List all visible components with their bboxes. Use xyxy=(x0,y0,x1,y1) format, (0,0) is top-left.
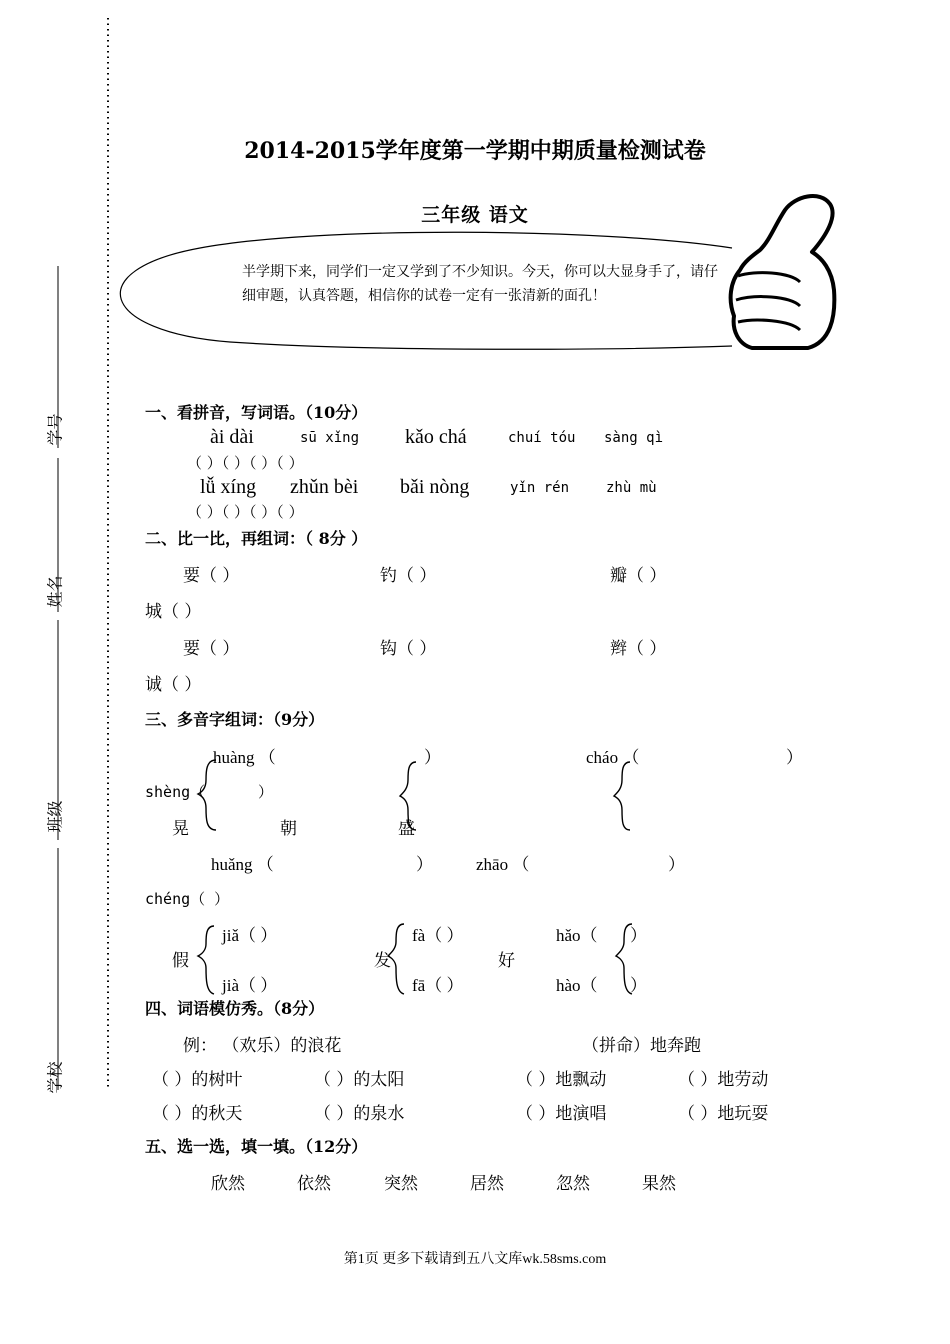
answer-blanks[interactable]: （ ）（ ）（ ）（ ） xyxy=(187,454,304,472)
school-label: 学校 xyxy=(45,1061,65,1094)
word-choice: 忽然 xyxy=(556,1174,590,1194)
intro-text: 半学期下来，同学们一定又学到了不少知识。今天，你可以大显身手了，请仔细审题，认真答题，相信你的试卷一定有一张清新的面孔！ xyxy=(242,264,718,304)
imitation-item[interactable]: （ ）的泉水 xyxy=(314,1104,405,1124)
compare-item[interactable]: 要（ ） xyxy=(183,566,240,586)
student-no-label: 学号 xyxy=(45,413,65,446)
imitation-item[interactable]: （ ）的树叶 xyxy=(152,1070,243,1090)
word-choice: 欣然 xyxy=(211,1174,245,1194)
pinyin-item: lǚ xíng xyxy=(200,476,257,498)
pinyin-item: zhù mù xyxy=(606,480,657,496)
polyphone-reading[interactable]: hào（ xyxy=(556,976,598,995)
example-text: 例： （欢乐）的浪花 xyxy=(183,1036,342,1056)
compare-item[interactable]: 瓣（ ） xyxy=(610,566,667,586)
polyphone-reading[interactable]: fā（ ） xyxy=(412,976,464,995)
word-choice: 依然 xyxy=(297,1174,331,1194)
section2-heading: 二、比一比，再组词：（ 8分 ） xyxy=(145,529,368,548)
answer-blanks[interactable]: （ ）（ ）（ ）（ ） xyxy=(187,503,304,521)
polyphone-char: 盛 xyxy=(398,819,415,839)
pinyin-item: zhǔn bèi xyxy=(290,476,359,498)
blank-close: ） xyxy=(416,855,433,874)
polyphone-char: 晃 xyxy=(172,819,189,839)
pinyin-item: chuí tóu xyxy=(508,430,576,446)
pinyin-item: bǎi nòng xyxy=(400,476,470,498)
section4-heading: 四、词语模仿秀。（8分） xyxy=(145,999,325,1018)
section3-heading: 三、多音字组词：（9分） xyxy=(145,710,325,729)
polyphone-reading[interactable]: cháo （ xyxy=(586,748,640,767)
example-text: （拼命）地奔跑 xyxy=(582,1036,701,1056)
compare-item[interactable]: 钩（ ） xyxy=(380,639,437,659)
imitation-item[interactable]: （ ）地演唱 xyxy=(516,1104,607,1124)
compare-item[interactable]: 城（ ） xyxy=(145,602,202,622)
imitation-item[interactable]: （ ）的太阳 xyxy=(314,1070,405,1090)
pinyin-item: ài dài xyxy=(210,426,254,448)
polyphone-char: 假 xyxy=(172,951,189,971)
blank-close: ） xyxy=(630,926,647,945)
page-footer: 第1页 更多下载请到五八文库wk.58sms.com xyxy=(343,1252,607,1267)
imitation-item[interactable]: （ ）地飘动 xyxy=(516,1070,607,1090)
word-choice: 居然 xyxy=(470,1174,504,1194)
polyphone-reading[interactable]: jià（ ） xyxy=(222,976,278,995)
compare-item[interactable]: 钓（ ） xyxy=(380,566,437,586)
polyphone-char: 朝 xyxy=(280,819,297,839)
blank-close: ） xyxy=(786,748,803,767)
pinyin-item: kǎo chá xyxy=(405,426,467,448)
blank-close: ） xyxy=(630,976,647,995)
pinyin-item: yǐn rén xyxy=(510,480,570,496)
polyphone-reading[interactable]: zhāo （ xyxy=(476,855,530,874)
imitation-item[interactable]: （ ）地玩耍 xyxy=(678,1104,769,1124)
polyphone-char: 好 xyxy=(498,951,515,971)
imitation-item[interactable]: （ ）的秋天 xyxy=(152,1104,243,1124)
blank-close: ） xyxy=(668,855,685,874)
compare-item[interactable]: 诚（ ） xyxy=(145,675,202,695)
polyphone-reading[interactable]: huàng （ xyxy=(213,748,276,767)
page-subtitle: 三年级 语文 xyxy=(421,204,529,226)
word-choice: 突然 xyxy=(384,1174,418,1194)
polyphone-reading[interactable]: jiǎ（ ） xyxy=(222,926,278,945)
pinyin-item: sàng qì xyxy=(604,430,664,446)
polyphone-reading[interactable]: chéng（ ） xyxy=(145,890,230,908)
polyphone-reading[interactable]: shèng（ xyxy=(145,783,206,801)
polyphone-reading[interactable]: huǎng （ xyxy=(211,855,274,874)
section1-heading: 一、看拼音，写词语。（10分） xyxy=(145,403,368,422)
word-choice: 果然 xyxy=(642,1174,676,1194)
blank-close: ） xyxy=(258,783,274,801)
section5-heading: 五、选一选，填一填。（12分） xyxy=(145,1137,368,1156)
blank-close: ） xyxy=(424,748,441,767)
polyphone-char: 发 xyxy=(374,951,391,971)
compare-item[interactable]: 要（ ） xyxy=(183,639,240,659)
polyphone-reading[interactable]: fà（ ） xyxy=(412,926,464,945)
class-label: 班级 xyxy=(45,800,65,833)
polyphone-reading[interactable]: hǎo（ xyxy=(556,926,598,945)
page-title: 2014-2015学年度第一学期中期质量检测试卷 xyxy=(244,138,706,164)
imitation-item[interactable]: （ ）地劳动 xyxy=(678,1070,769,1090)
name-label: 姓名 xyxy=(45,575,65,608)
pinyin-item: sū xǐng xyxy=(300,430,360,446)
compare-item[interactable]: 辫（ ） xyxy=(610,639,667,659)
